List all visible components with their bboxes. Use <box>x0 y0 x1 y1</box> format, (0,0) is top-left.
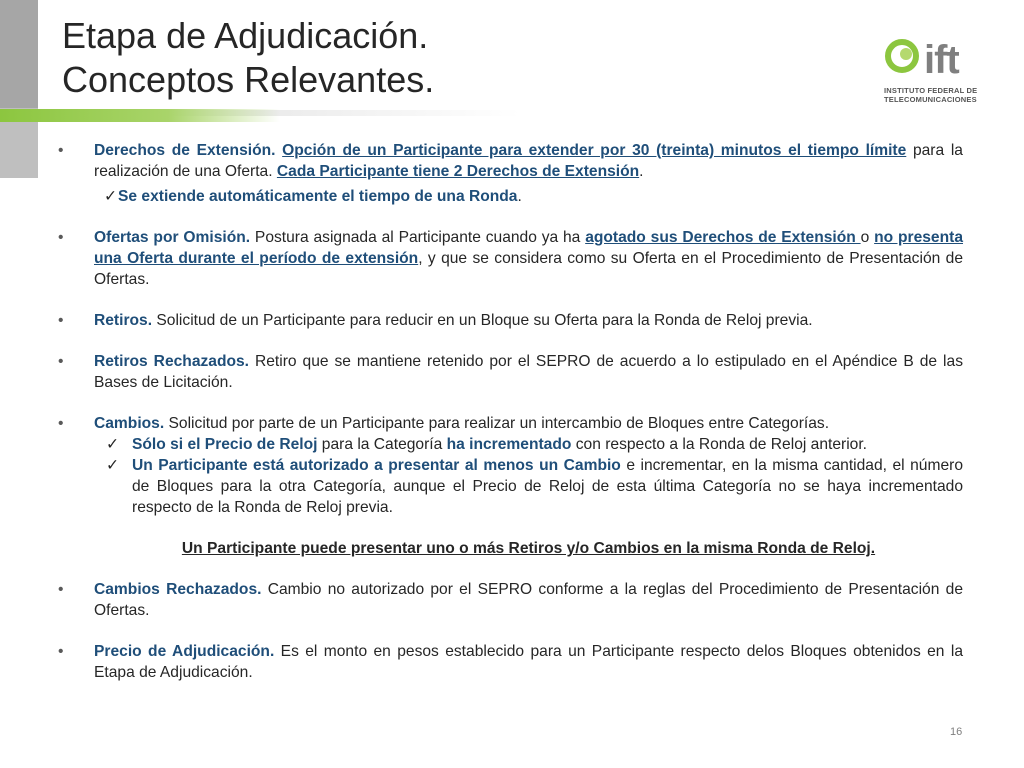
term-precio: Precio de Adjudicación. <box>94 643 275 660</box>
highlight-ofertas-1: agotado sus Derechos de Extensión <box>585 229 861 246</box>
bullet: • <box>58 353 64 370</box>
logo-subtitle <box>884 86 977 104</box>
term-derechos: Derechos de Extensión. <box>94 142 276 159</box>
check-icon: ✓ <box>104 188 118 205</box>
accent-line-green <box>0 109 280 122</box>
check-cambios-1-bold-1: Sólo si el Precio de Reloj <box>132 436 318 453</box>
check-cambios-1-bold-2: ha incrementado <box>446 436 572 453</box>
text-ofertas-2: o <box>860 229 875 246</box>
list-item-derechos <box>58 140 963 182</box>
bullet: • <box>58 142 64 159</box>
bullet: • <box>58 229 64 246</box>
term-cambios: Cambios. <box>94 415 165 432</box>
check-item-derechos <box>58 186 963 207</box>
logo-subtitle-line-2: TELECOMUNICACIONES <box>884 95 977 104</box>
text-retiros-rechazados: Retiro que se mantiene retenido por el SEPRO de acuerdo a lo estipulado en el Apéndice B de las Bases de Licitación. <box>94 353 963 391</box>
check-icon: ✓ <box>106 457 120 474</box>
check-cambios-2-text: e incrementar, en la misma cantidad, el número de Bloques para la otra Categoría, aunque el Precio de Reloj de esta última Categoría no se haya incrementado respecto de la Ronda de Reloj previa. <box>132 457 963 516</box>
bullet: • <box>58 415 64 432</box>
term-retiros: Retiros. <box>94 312 153 329</box>
text-retiros: Solicitud de un Participante para reducir en un Bloque su Oferta para la Ronda de Reloj previa. <box>152 312 813 329</box>
side-bar-dark-decoration <box>0 0 38 108</box>
check-cambios-1-text-2: con respecto a la Ronda de Reloj anterior. <box>571 436 868 453</box>
check-item-cambios-1 <box>58 434 963 455</box>
term-ofertas: Ofertas por Omisión. <box>94 229 251 246</box>
list-item-ofertas <box>58 227 963 290</box>
highlight-ofertas-2: no presenta una Oferta durante el período de extensión <box>94 229 963 267</box>
list-item-retiros <box>58 310 963 331</box>
check-cambios-2-bold: Un Participante está autorizado a presentar al menos un Cambio <box>132 457 621 474</box>
logo-word: ift <box>924 38 959 82</box>
text-cambios: Solicitud por parte de un Participante para realizar un intercambio de Bloques entre Categorías. <box>164 415 830 432</box>
check-text-derechos: Se extiende automáticamente el tiempo de una Ronda <box>118 188 518 205</box>
text-ofertas-1: Postura asignada al Participante cuando ya ha <box>250 229 586 246</box>
title-line-1: Etapa de Adjudicación. <box>62 15 429 56</box>
bullet: • <box>58 643 64 660</box>
title-line-2: Conceptos Relevantes. <box>62 59 435 100</box>
text-ofertas-3: , y que se considera como su Oferta en el Procedimiento de Presentación de Ofertas. <box>94 250 963 288</box>
page-number: 16 <box>950 726 963 738</box>
text-cambios-rechazados: Cambio no autorizado por el SEPRO conforme a la reglas del Procedimiento de Presentación de Ofertas. <box>94 581 963 619</box>
list-item-precio <box>58 641 963 683</box>
term-retiros-rechazados: Retiros Rechazados. <box>94 353 250 370</box>
list-item-cambios-rechazados <box>58 579 963 621</box>
highlight-derechos-1: Opción de un Participante para extender por 30 (treinta) minutos el tiempo límite <box>282 142 907 159</box>
text-derechos-2: . <box>639 163 644 180</box>
check-item-cambios-2 <box>58 455 963 518</box>
highlight-derechos-2: Cada Participante tiene 2 Derechos de Extensión <box>276 163 640 180</box>
logo-subtitle-line-1: INSTITUTO FEDERAL DE <box>884 86 978 95</box>
page-title <box>62 14 434 102</box>
check-cambios-1-text-1: para la Categoría <box>317 436 447 453</box>
bullet: • <box>58 581 64 598</box>
bullet: • <box>58 312 64 329</box>
slide-content <box>58 140 963 683</box>
list-item-retiros-rechazados <box>58 351 963 393</box>
note-retiros-cambios: Un Participante puede presentar uno o más Retiros y/o Cambios en la misma Ronda de Reloj. <box>181 540 876 557</box>
check-icon: ✓ <box>106 436 120 453</box>
list-item-cambios <box>58 413 963 434</box>
term-cambios-rechazados: Cambios Rechazados. <box>94 581 262 598</box>
check-end-derechos: . <box>517 188 522 205</box>
text-precio: Es el monto en pesos establecido para un Participante respecto delos Bloques obtenidos en la Etapa de Adjudicación. <box>94 643 963 681</box>
text-derechos-1: para la realización de una Oferta. <box>94 142 963 180</box>
